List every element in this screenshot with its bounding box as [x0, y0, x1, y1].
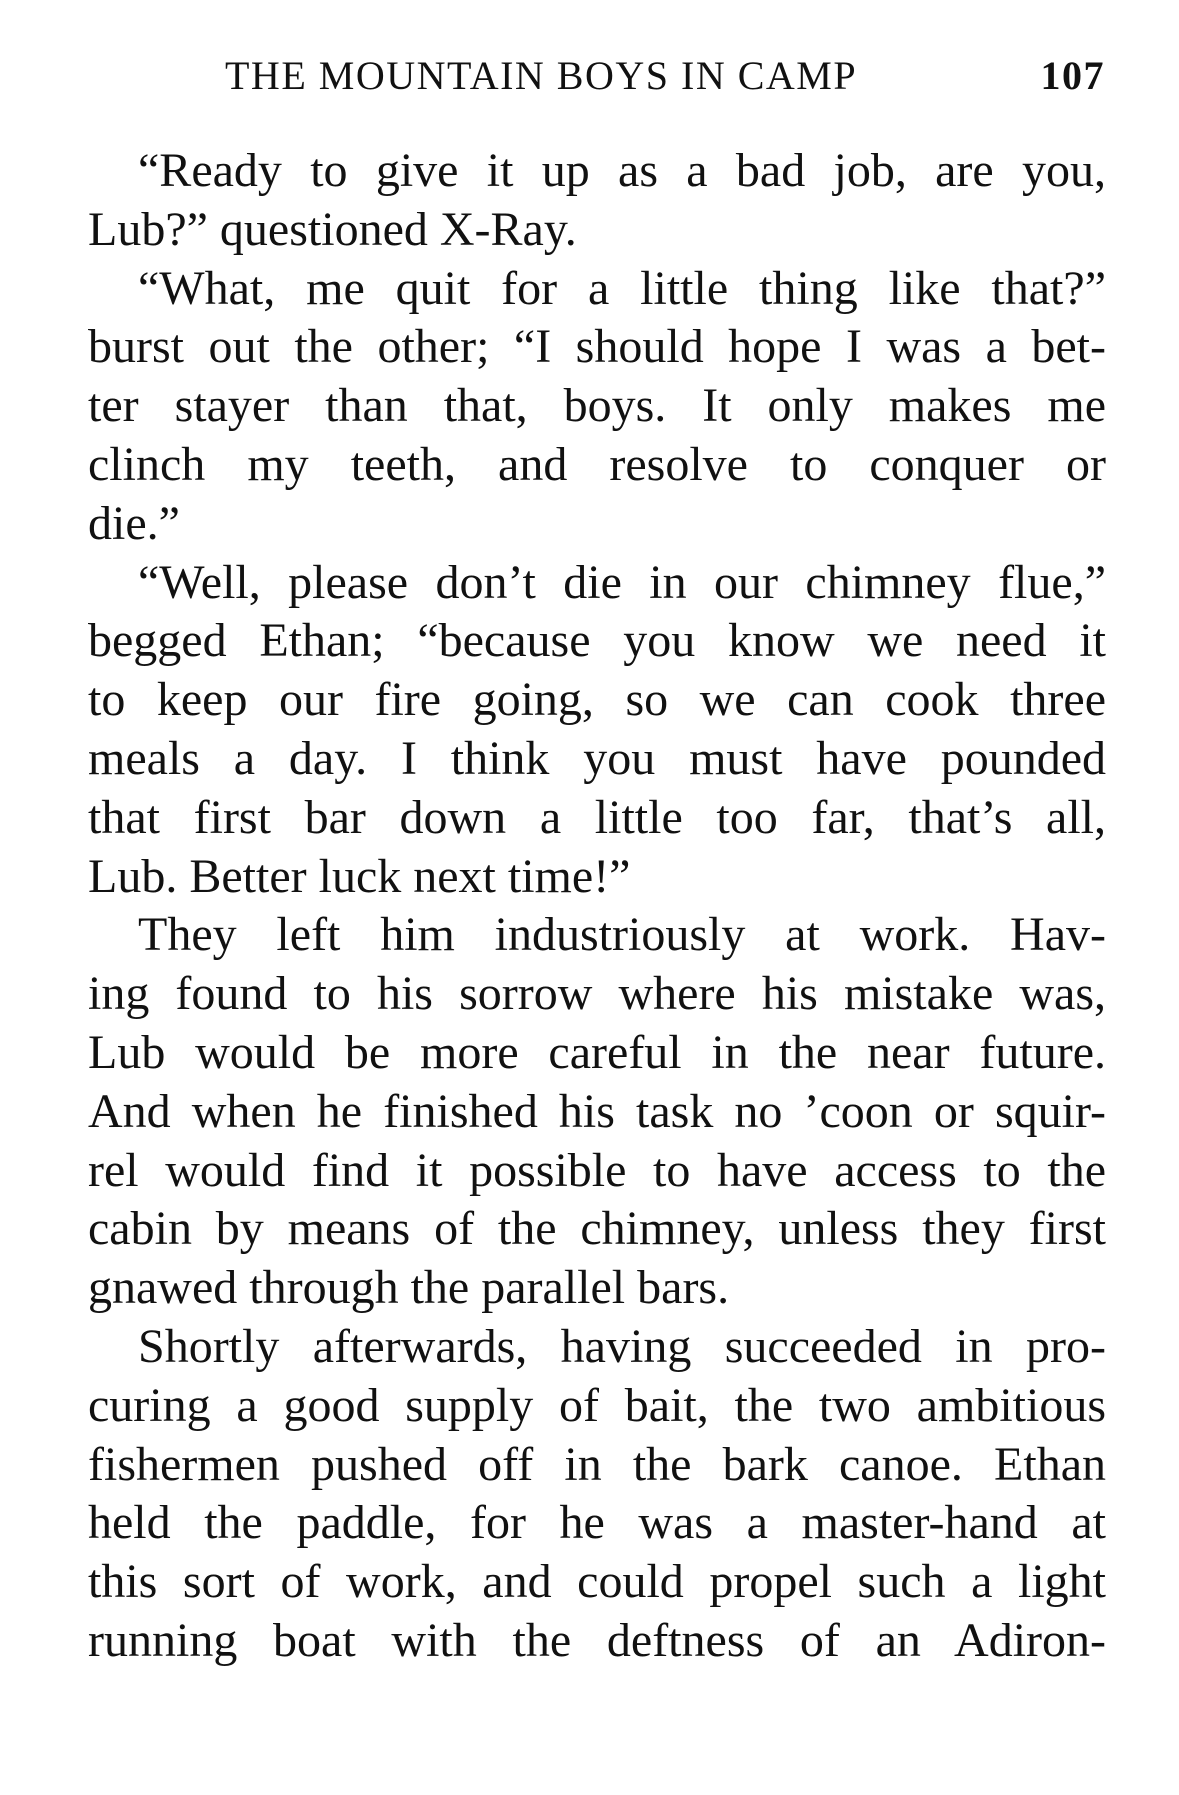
- text-line: fishermen pushed off in the bark canoe. Ethan: [88, 1437, 1106, 1491]
- running-title: THE MOUNTAIN BOYS IN CAMP: [225, 53, 858, 98]
- text-line: held the paddle, for he was a master-hand at: [88, 1496, 1106, 1550]
- text-line: ter stayer than that, boys. It only makes me: [88, 379, 1106, 433]
- text-line: Lub. Better luck next time!”: [88, 849, 631, 903]
- text-line: begged Ethan; “because you know we need it: [88, 614, 1106, 668]
- text-line: running boat with the deftness of an Adiron-: [88, 1613, 1106, 1667]
- text-line: meals a day. I think you must have pounded: [88, 731, 1106, 785]
- text-line: this sort of work, and could propel such a light: [88, 1555, 1106, 1609]
- body-text: [88, 142, 1106, 1671]
- text-line: “Well, please don’t die in our chimney flue,”: [138, 555, 1106, 609]
- text-line: cabin by means of the chimney, unless they first: [88, 1202, 1106, 1256]
- text-line: Shortly afterwards, having succeeded in pro-: [138, 1319, 1106, 1373]
- text-line: Lub?” questioned X-Ray.: [88, 202, 577, 256]
- text-line: die.”: [88, 496, 180, 550]
- text-line: that first bar down a little too far, that’s all,: [88, 790, 1106, 844]
- text-line: gnawed through the parallel bars.: [88, 1261, 730, 1315]
- text-line: And when he finished his task no ’coon or squir-: [88, 1084, 1106, 1138]
- text-line: rel would find it possible to have access to the: [88, 1143, 1106, 1197]
- text-line: clinch my teeth, and resolve to conquer or: [88, 437, 1106, 491]
- text-line: “What, me quit for a little thing like that?”: [138, 261, 1106, 315]
- running-header: [225, 52, 1105, 102]
- text-line: curing a good supply of bait, the two ambitious: [88, 1378, 1106, 1432]
- text-line: burst out the other; “I should hope I was a bet-: [88, 320, 1106, 374]
- page-number: 107: [1040, 53, 1105, 98]
- text-line: “Ready to give it up as a bad job, are you,: [138, 144, 1106, 197]
- text-line: They left him industriously at work. Hav-: [138, 908, 1106, 962]
- text-line: ing found to his sorrow where his mistake was,: [88, 967, 1106, 1021]
- text-line: Lub would be more careful in the near future.: [88, 1025, 1106, 1079]
- text-line: to keep our fire going, so we can cook three: [88, 673, 1106, 727]
